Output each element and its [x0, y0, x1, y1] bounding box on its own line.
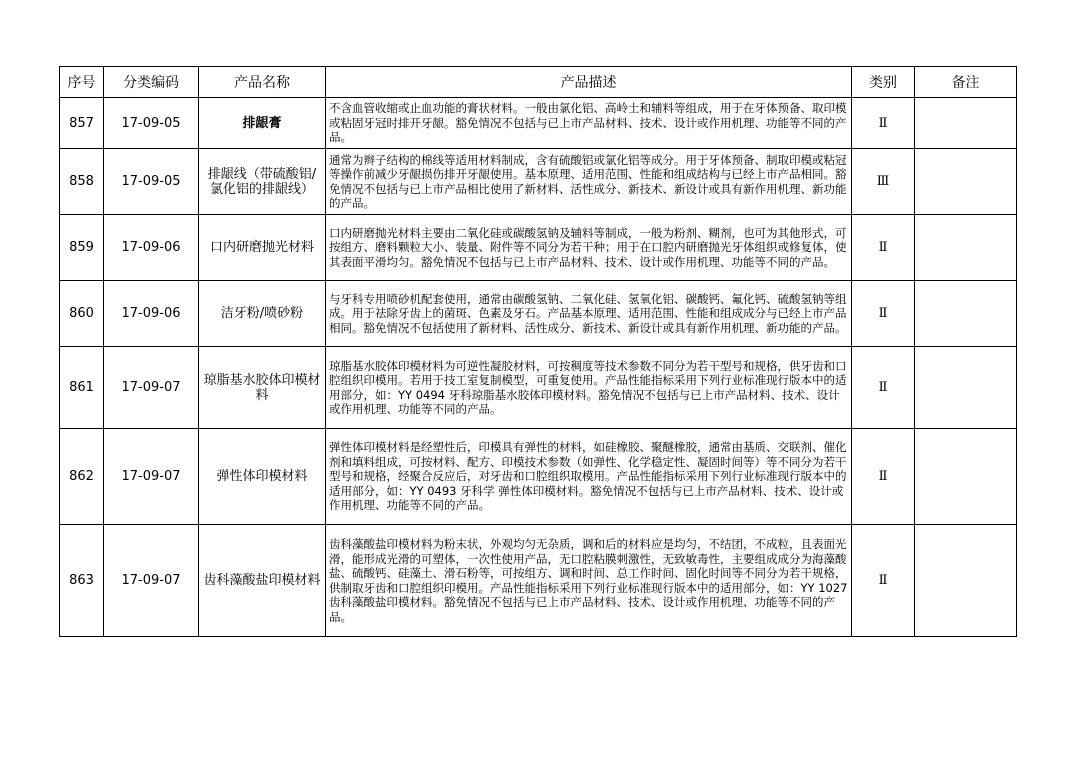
- cell-code: 17-09-06: [104, 215, 199, 281]
- cell-no: 860: [60, 281, 104, 347]
- cell-code: 17-09-07: [104, 525, 199, 637]
- cell-class: Ⅱ: [852, 347, 915, 429]
- cell-code: 17-09-06: [104, 281, 199, 347]
- cell-name: 齿科藻酸盐印模材料: [199, 525, 326, 637]
- cell-code: 17-09-07: [104, 429, 199, 525]
- cell-code: 17-09-07: [104, 347, 199, 429]
- cell-no: 858: [60, 149, 104, 215]
- table-row: [60, 347, 1017, 429]
- cell-note: [915, 525, 1017, 637]
- cell-note: [915, 429, 1017, 525]
- cell-class: Ⅱ: [852, 215, 915, 281]
- header-code: 分类编码: [104, 67, 199, 98]
- table-row: [60, 281, 1017, 347]
- cell-note: [915, 281, 1017, 347]
- cell-desc: 弹性体印模材料是经塑性后，印模具有弹性的材料，如硅橡胶、聚醚橡胶，通常由基质、交联剂、催化剂和填料组成，可按材料、配方、印模技术参数（如弹性、化学稳定性、凝固时间等）等不同分为若干型号和规格，经聚合反应后，对牙齿和口腔组织取模用。产品性能指标采用下列行业标准现行版本中的适用部分，如：YY 0493 牙科学 弹性体印模材料。豁免情况不包括与已上市产品材料、技术、设计或作用机理、功能等不同的产品。: [326, 429, 852, 525]
- cell-note: [915, 149, 1017, 215]
- cell-name: 口内研磨抛光材料: [199, 215, 326, 281]
- header-desc: 产品描述: [326, 67, 852, 98]
- cell-desc: 口内研磨抛光材料主要由二氧化硅或碳酸氢钠及辅料等制成，一般为粉剂、糊剂，也可为其他形式，可按组方、磨料颗粒大小、装量、附件等不同分为若干种；用于在口腔内研磨抛光牙体组织或修复体，使其表面平滑均匀。豁免情况不包括与已上市产品材料、技术、设计或作用机理、功能等不同的产品。: [326, 215, 852, 281]
- header-name: 产品名称: [199, 67, 326, 98]
- cell-class: Ⅱ: [852, 281, 915, 347]
- header-class: 类别: [852, 67, 915, 98]
- cell-desc: 通常为辫子结构的棉线等适用材料制成，含有硫酸铝或氯化铝等成分。用于牙体预备、制取印模或粘冠等操作前减少牙龈损伤排开牙龈使用。基本原理、适用范围、性能和组成结构与已经上市产品相同。豁免情况不包括与已上市产品相比使用了新材料、活性成分、新技术、新设计或具有新作用机理、新功能的产品。: [326, 149, 852, 215]
- cell-note: [915, 98, 1017, 149]
- cell-code: 17-09-05: [104, 149, 199, 215]
- cell-no: 863: [60, 525, 104, 637]
- cell-desc: 齿科藻酸盐印模材料为粉末状，外观均匀无杂质，调和后的材料应是均匀，不结团，不成粒，且表面光滑，能形成光滑的可塑体，一次性使用产品，无口腔粘膜刺激性，无致敏毒性，主要组成成分为海藻酸盐、硫酸钙、硅藻土、滑石粉等，可按组方、调和时间、总工作时间、固化时间等不同分为若干规格，供制取牙齿和口腔组织印模用。产品性能指标采用下列行业标准现行版本中的适用部分，如：YY 1027 齿科藻酸盐印模材料。豁免情况不包括与已上市产品材料、技术、设计或作用机理、功能等不同的产品。: [326, 525, 852, 637]
- table-row: [60, 98, 1017, 149]
- cell-desc: 不含血管收缩或止血功能的膏状材料。一般由氯化铝、高岭土和辅料等组成，用于在牙体预备、取印模或粘固牙冠时排开牙龈。豁免情况不包括与已上市产品材料、技术、设计或作用机理、功能等不同的产品。: [326, 98, 852, 149]
- header-no: 序号: [60, 67, 104, 98]
- cell-note: [915, 215, 1017, 281]
- cell-note: [915, 347, 1017, 429]
- cell-name: 排龈膏: [199, 98, 326, 149]
- cell-desc: 琼脂基水胶体印模材料为可逆性凝胶材料，可按稠度等技术参数不同分为若干型号和规格，供牙齿和口腔组织印模用。若用于技工室复制模型，可重复使用。产品性能指标采用下列行业标准现行版本中的适用部分，如：YY 0494 牙科琼脂基水胶体印模材料。豁免情况不包括与已上市产品材料、技术、设计或作用机理、功能等不同的产品。: [326, 347, 852, 429]
- cell-code: 17-09-05: [104, 98, 199, 149]
- cell-desc: 与牙科专用喷砂机配套使用，通常由碳酸氢钠、二氧化硅、氢氧化铝、碳酸钙、氟化钙、硫酸氢钠等组成。用于祛除牙齿上的菌斑、色素及牙石。产品基本原理、适用范围、性能和组成成分与已经上市产品相同。豁免情况不包括使用了新材料、活性成分、新技术、新设计或具有新作用机理、新功能的产品。: [326, 281, 852, 347]
- cell-name: 排龈线（带硫酸铝/氯化铝的排龈线）: [199, 149, 326, 215]
- cell-no: 859: [60, 215, 104, 281]
- cell-no: 862: [60, 429, 104, 525]
- header-note: 备注: [915, 67, 1017, 98]
- cell-class: Ⅲ: [852, 149, 915, 215]
- cell-name: 弹性体印模材料: [199, 429, 326, 525]
- cell-name: 洁牙粉/喷砂粉: [199, 281, 326, 347]
- cell-class: Ⅱ: [852, 525, 915, 637]
- table-header-row: [60, 67, 1017, 98]
- cell-name: 琼脂基水胶体印模材料: [199, 347, 326, 429]
- cell-class: Ⅱ: [852, 98, 915, 149]
- table-row: [60, 215, 1017, 281]
- product-catalog-table: [59, 66, 1017, 637]
- table-row: [60, 525, 1017, 637]
- cell-class: Ⅱ: [852, 429, 915, 525]
- table-row: [60, 429, 1017, 525]
- cell-no: 857: [60, 98, 104, 149]
- table-row: [60, 149, 1017, 215]
- cell-no: 861: [60, 347, 104, 429]
